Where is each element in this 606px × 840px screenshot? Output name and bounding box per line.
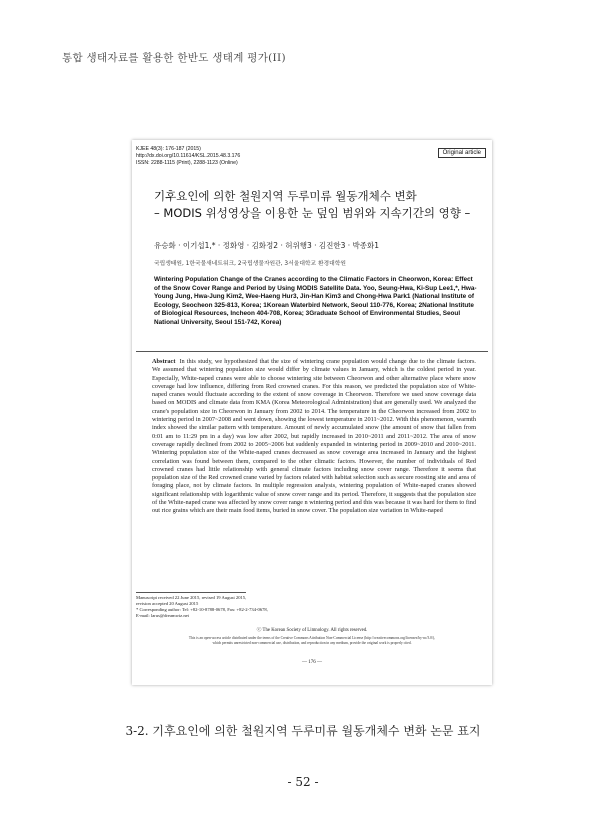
copyright-line: ⓒ The Korean Society of Limnology. All rights reserved. [256,628,368,633]
meta-line: http://dx.doi.org/10.11614/KSL.2015.48.3.176 [136,153,241,160]
paper-cover-image [132,140,492,685]
english-title-block: Wintering Population Change of the Cranes according to the Climatic Factors in Cheorwon, Korea: Effect of the Snow Cover Range and Period by Using MODIS Satellite Data. Yoo, Seung-Hwa, Ki-Sup Lee1,*, Hwa-Young Jung, Hwa-Jung Kim2, Wee-Haeng Hur3, Jin-Han Kim3 and Chong-Hwa Park1 (National Institute of Ecology, Seocheon 325-813, Korea; 1Korean Waterbird Network, Seoul 110-776, Korea; 2National Institute of Biological Resources, Incheon 404-708, Korea; 3Graduate School of Environmental Studies, Seoul National University, Seoul 151-742, Korea) [154,276,477,326]
page-number: - 52 - [287,775,319,789]
korean-title-line: 기후요인에 의한 철원지역 두루미류 월동개체수 변화 [154,189,417,203]
meta-line: ISSN: 2288-1115 (Print), 2288-1123 (Online) [136,160,238,167]
abstract-label: Abstract [152,358,176,365]
korean-title [154,188,484,222]
license-line: This is an open-access article distributed under the terms of the Creative Commons Attribution Non-Commercial License (http://creativecommons.org/licenses/by-nc/3.0/), [188,636,436,640]
figure-caption: 3-2. 기후요인에 의한 철원지역 두루미류 월동개체수 변화 논문 표지 [125,724,481,738]
abstract-text: In this study, we hypothesized that the size of wintering crane population would change due to the climate factors. We assumed that wintering population size would differ by climate values in January, which is the coldest period in year. Especially, White-naped cranes were able to choose wintering site between Cheorwon and other alternative place where snow coverage had low influence, differing from Red crowned cranes. For this reason, we predicted the population size of White-naped cranes would fluctuate according to the extent of snow coverage in Cheorwon. Therefore we used snow coverage data based on MODIS and climate data from KMA (Korea Meteorological Administration) that are generally used. We analyzed the crane's population size in Cheorwon in January from 2002 to 2014. The temperature in the Cheorwon increased from 2002 to wintering period in 2007~2008 and went down, showing the lowest temperature in 2011~2012. With this phenomenon, warmth index showed the similar pattern with temperature. Amount of newly accumulated snow (the amount of snow that fallen from 0:01 am to 11:29 pm in a day) was low after 2002, but rapidly increased in 2010~2011 and 2011~2012. The area of snow coverage rapidly declined from 2002 to 2005~2006 but suddenly expanded in wintering period in 2009~2010 and 2010~2011. Wintering population size of the White-naped cranes decreased as snow coverage area increased in January and the highest correlation was found between them, compared to the other climatic factors. However, the number of individuals of Red crowned cranes had little relationship with general climate factors including snow cover range. Therefore it seems that population size of the Red crowned crane varied by factors related with habitat selection such as secure roosting site and area of foraging place, not by climate factors. In multiple regression analysis, wintering population of White-naped cranes showed significant relationship with logarithmic value of snow cover range and its period. Therefore, it suggests that the population size of the White-naped crane was affected by snow cover range n wintering period and this was because it was hard for them to find out rice grains which are their main food items, buried in snow cover. The population size variation in White-naped [152,358,476,515]
korean-subtitle-line: – MODIS 위성영상을 이용한 눈 덮임 범위와 지속기간의 영향 – [154,206,471,220]
meta-line: KJEE 48(3): 176-187 (2015) [136,146,201,152]
manuscript-line: E-mail: larus@dreamwiz.net [136,613,189,618]
license-line: which permits unrestricted non-commercial use, distribution, and reproduction in any medium, provide the original work is properly cited. [212,641,412,645]
affiliations: 국립생태원, 1한국물새네트워크, 2국립생물자원관, 3서울대학교 환경대학원 [154,261,346,267]
manuscript-line: Manuscript received 22 June 2015, revised 19 August 2015, [136,595,247,600]
article-type-badge: Original article [438,148,486,158]
abstract [152,358,476,516]
footnote-divider [136,592,246,593]
manuscript-line: revision accepted 20 August 2015 [136,601,199,606]
running-head: 통합 생태자료를 활용한 한반도 생태계 평가(II) [62,52,286,64]
license-text [132,636,492,646]
inner-page-number: — 176 — [302,660,322,665]
journal-meta [136,146,240,168]
divider [136,351,488,352]
authors: 유승화 · 이기섭1,* · 정화영 · 김화정2 · 허위행3 · 김진한3 · 박종화1 [154,241,380,250]
manuscript-line: * Corresponding author: Tel: +82-10-8788-0678, Fax: +82-2-734-0678, [136,607,268,612]
manuscript-info [136,595,268,619]
